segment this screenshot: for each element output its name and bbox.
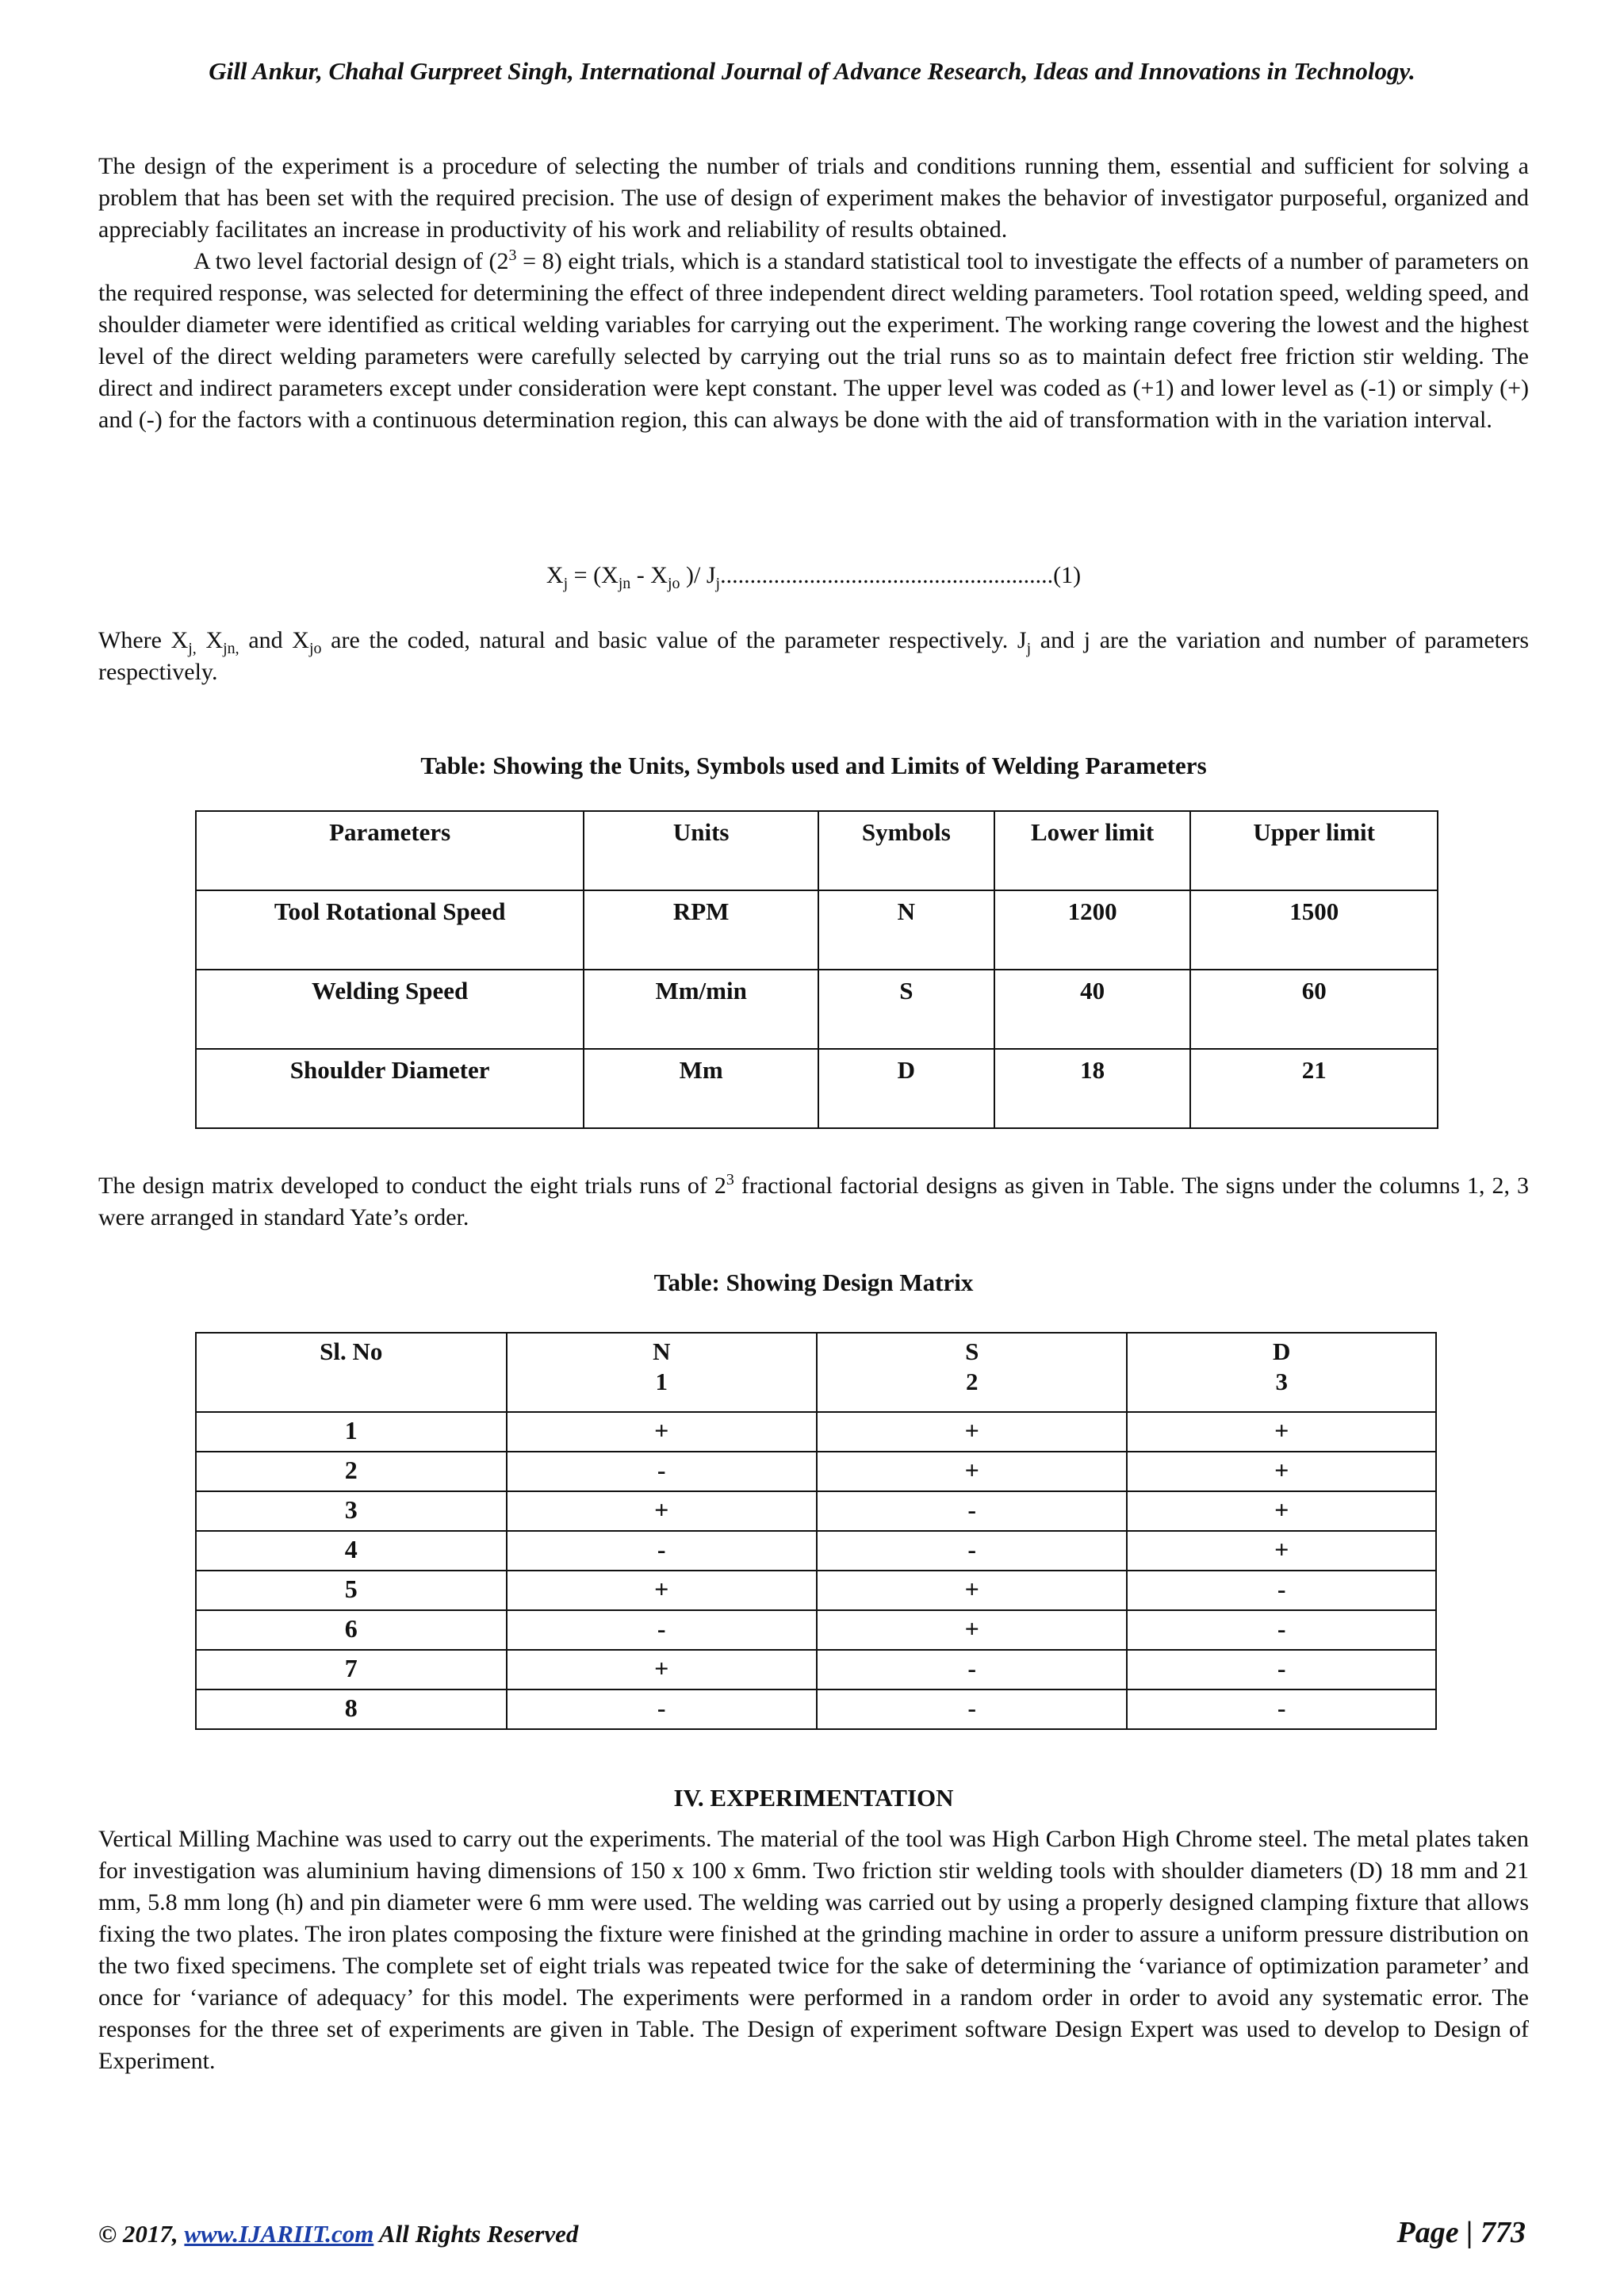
table-cell: Shoulder Diameter	[196, 1049, 584, 1128]
table-cell: -	[817, 1650, 1127, 1689]
table-row	[196, 1689, 1436, 1729]
table-cell: +	[507, 1412, 817, 1452]
table1-header-cell: Lower limit	[994, 811, 1191, 890]
table-row	[196, 970, 1438, 1049]
table-cell: +	[507, 1650, 817, 1689]
table-cell: -	[507, 1452, 817, 1491]
table-row	[196, 1531, 1436, 1571]
table-row	[196, 1610, 1436, 1650]
table-row	[196, 1650, 1436, 1689]
table-cell: +	[507, 1491, 817, 1531]
experimentation-body	[98, 1823, 1529, 2077]
running-header: Gill Ankur, Chahal Gurpreet Singh, International Journal of Advance Research, Ideas and Innovations in Technology.	[209, 57, 1415, 85]
table-cell: N	[818, 890, 994, 970]
table-cell: RPM	[584, 890, 818, 970]
table2-header-row	[196, 1333, 1436, 1412]
table-cell: +	[1127, 1491, 1436, 1531]
equation-1: $X_j = (X_{jn} - X_{jo}$ )/ $J_j........................................................(1)$	[546, 562, 1082, 592]
design-matrix-paragraph: The design matrix developed to conduct the eight trials runs of $2^3$ fractional factorial designs as given in Table. The signs under the columns 1, 2, 3 were arranged in standard Yate’s order.	[98, 1171, 1529, 1230]
table1-header-cell: Parameters	[196, 811, 584, 890]
paragraph-experimentation: Vertical Milling Machine was used to carry out the experiments. The material of the tool was High Carbon High Chrome steel. The metal plates taken for investigation was aluminium having dimensions of 150 x 100 x 6mm. Two friction stir welding tools with shoulder diameters (D) 18 mm and 21 mm, 5.8 mm long (h) and pin diameter were 6 mm were used. The welding was carried out by using a properly designed clamping fixture that allows fixing the two plates. The iron plates composing the fixture were finished at the grinding machine in order to assure a uniform pressure distribution on the two fixed specimens. The complete set of eight trials was repeated twice for the sake of determining the ‘variance of optimization parameter’ and once for ‘variance of adequacy’ for this model. The experiments were performed in a random order in order to avoid any systematic error. The responses for the three set of experiments are given in Table. The Design of experiment software Design Expert was used to develop to Design of Experiment.	[98, 1826, 1529, 2074]
page-number: Page | 773	[1396, 2216, 1526, 2249]
table-cell: 40	[994, 970, 1191, 1049]
table2-header-cell: N 1	[507, 1333, 817, 1412]
table-cell: 7	[196, 1650, 507, 1689]
table1-header-cell: Symbols	[818, 811, 994, 890]
table-cell: -	[817, 1689, 1127, 1729]
table-cell: +	[1127, 1452, 1436, 1491]
table-row	[196, 1412, 1436, 1452]
table1-caption: Table: Showing the Units, Symbols used and Limits of Welding Parameters	[420, 752, 1207, 779]
table-cell: Mm	[584, 1049, 818, 1128]
table1-header-cell: Upper limit	[1190, 811, 1438, 890]
table-cell: -	[507, 1610, 817, 1650]
paragraph-factorial-design: A two level factorial design of $(2^3 = 8)$ eight trials, which is a standard statistical tool to investigate the effects of a number of parameters on the required response, was selected for determining the effect of three independent direct welding parameters. Tool rotation speed, welding speed, and shoulder diameter were identified as critical welding variables for carrying out the experiment. The working range covering the lowest and the highest level of the direct welding parameters were carefully selected by carrying out the trial runs so as to maintain defect free friction stir welding. The direct and indirect parameters except under consideration were kept constant. The upper level was coded as (+1) and lower level as (-1) or simply (+) and (-) for the factors with a continuous determination region, this can always be done with the aid of transformation with in the variation interval.	[98, 247, 1529, 433]
table-cell: +	[1127, 1412, 1436, 1452]
table-cell: Tool Rotational Speed	[196, 890, 584, 970]
ijariit-link[interactable]: www.IJARIIT.com	[184, 2220, 374, 2248]
footer-copyright: © 2017, www.IJARIIT.com All Rights Reserved	[98, 2220, 579, 2248]
table-cell: 3	[196, 1491, 507, 1531]
design-matrix-table	[195, 1332, 1437, 1730]
table-cell: Welding Speed	[196, 970, 584, 1049]
table-cell: -	[1127, 1571, 1436, 1610]
table-cell: 60	[1190, 970, 1438, 1049]
table2-header-cell: Sl. No	[196, 1333, 507, 1412]
table1-header-row	[196, 811, 1438, 890]
table-cell: -	[817, 1531, 1127, 1571]
table-cell: 1	[196, 1412, 507, 1452]
table-cell: +	[817, 1412, 1127, 1452]
table-row	[196, 1571, 1436, 1610]
table-cell: S	[818, 970, 994, 1049]
table-cell: +	[507, 1571, 817, 1610]
table-cell: D	[818, 1049, 994, 1128]
table-cell: -	[817, 1491, 1127, 1531]
table-row	[196, 1049, 1438, 1128]
table2-header-cell: D 3	[1127, 1333, 1436, 1412]
table2-caption: Table: Showing Design Matrix	[653, 1269, 974, 1296]
table-cell: 21	[1190, 1049, 1438, 1128]
table-cell: -	[1127, 1689, 1436, 1729]
table-cell: +	[1127, 1531, 1436, 1571]
table-cell: 1500	[1190, 890, 1438, 970]
table-row	[196, 1491, 1436, 1531]
table-cell: +	[817, 1610, 1127, 1650]
table-cell: +	[817, 1571, 1127, 1610]
table-cell: 5	[196, 1571, 507, 1610]
table1-header-cell: Units	[584, 811, 818, 890]
table-cell: -	[1127, 1650, 1436, 1689]
table-row	[196, 1452, 1436, 1491]
table-cell: 2	[196, 1452, 507, 1491]
table-cell: -	[507, 1531, 817, 1571]
paragraph-design-of-experiment: The design of the experiment is a procedure of selecting the number of trials and conditions running them, essential and sufficient for solving a problem that has been set with the required precision. The use of design of experiment makes the behavior of investigator purposeful, organized and appreciably facilitates an increase in productivity of his work and reliability of results obtained.	[98, 153, 1529, 243]
where-paragraph: Where $X_{j,}$ $X_{jn,}$ and $X_{jo}$ are the coded, natural and basic value of the parameter respectively. $J_j$ and j are the variation and number of parameters respectively.	[98, 627, 1529, 685]
table-cell: 8	[196, 1689, 507, 1729]
table-cell: 4	[196, 1531, 507, 1571]
table-cell: Mm/min	[584, 970, 818, 1049]
body-text-top	[98, 151, 1529, 436]
table-cell: +	[817, 1452, 1127, 1491]
welding-parameters-table	[195, 810, 1438, 1129]
section-heading-experimentation: IV. EXPERIMENTATION	[673, 1784, 954, 1812]
table-row	[196, 890, 1438, 970]
table-cell: -	[507, 1689, 817, 1729]
table2-header-cell: S 2	[817, 1333, 1127, 1412]
table-cell: 6	[196, 1610, 507, 1650]
table-cell: 18	[994, 1049, 1191, 1128]
table-cell: 1200	[994, 890, 1191, 970]
table-cell: -	[1127, 1610, 1436, 1650]
